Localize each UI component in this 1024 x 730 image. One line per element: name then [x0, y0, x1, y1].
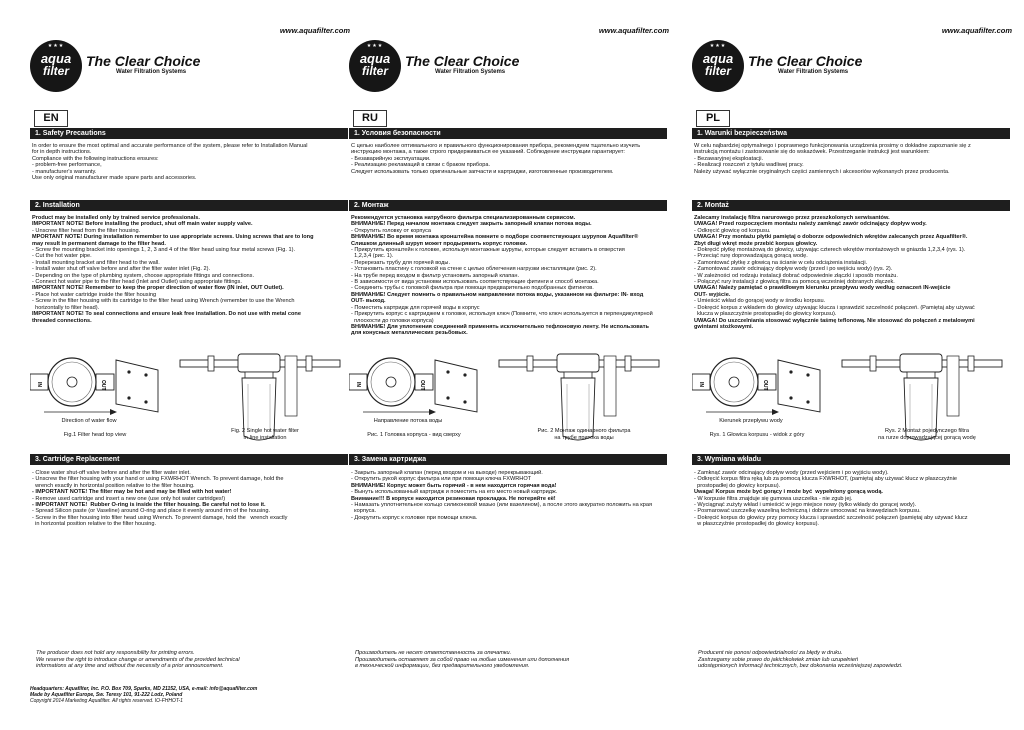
brand-tagline: Water Filtration Systems: [435, 69, 506, 75]
brand-tagline: Water Filtration Systems: [778, 69, 849, 75]
flow-direction-label: Direction of water flow: [61, 418, 117, 424]
filter-head-top-view: [349, 358, 477, 415]
text-line: ВНИМАНИЕ! Во время монтажа кронштейна помните о подборе соответствующих шурупов Aquafilter®: [351, 234, 639, 241]
inlet-label: IN: [36, 382, 42, 387]
text-line: Zbyt długi wkręt może przebić korpus głowicy.: [694, 240, 818, 247]
filter-head-top-view: [692, 358, 820, 415]
text-line: klucza w płaszczyźnie prostopadłej do głowicy korpusu).: [694, 311, 837, 318]
text-line: IMPORTANT NOTE! Before installing the product, shut off main water supply valve.: [32, 221, 253, 228]
text-line: - Odkręcić korpus filtra ręką lub za pomocą klucza FXWRHOT, (pamiętaj aby używać klucz w płaszczyźnie: [694, 476, 957, 483]
text-line: W celu najbardziej optymalnego i poprawnego funkcjonowania urządzenia prosimy o dokładne zapoznanie się z: [694, 143, 971, 149]
text-line: ВНИМАНИЕ! Для уплотнения соединений применять исключительно тефлоновую ленту. Не использовать: [351, 323, 649, 330]
fig2-caption-line2: na rurze doprowadzającej gorącą wodę: [878, 435, 976, 441]
text-line: for in depth instructions.: [32, 149, 92, 156]
text-line: Zalecamy instalację filtra narurowego przez przeszkolonych serwisantów.: [694, 215, 890, 221]
text-line: - Прикрутить корпус с картриджем к головке, используя ключ (Помните, что ключ используется в перпендикулярной: [351, 311, 653, 318]
section-2-heading: 2. Montaż: [692, 200, 1010, 211]
section-1-body: [32, 143, 344, 181]
disclaimer: [698, 650, 998, 670]
text-line: informations at any time and without the necessity of a prior announcement.: [36, 663, 224, 670]
text-line: - Umieścić wkład do gorącej wody w środku korpusu.: [694, 298, 826, 305]
fig1-caption: Fig.1 Filter head top view: [63, 432, 127, 438]
text-line: - Cut the hot water pipe.: [32, 253, 92, 260]
text-line: MPORTANT NOTE! During installation remember to use appropriate screws. Using screws that are to long: [32, 234, 314, 241]
brand-slogan: The Clear Choice: [405, 53, 520, 69]
section-2-body: [32, 215, 344, 324]
text-line: - Открутить головку от корпуса: [351, 227, 432, 234]
text-line: The producer does not hold any responsibility for printing errors.: [36, 650, 195, 656]
text-line: - Przeciąć rurę doprowadzającą gorącą wodę.: [694, 253, 808, 260]
section-2-heading: 2. Монтаж: [349, 200, 667, 211]
text-line: UWAGA! Należy pamiętać o prawidłowym kierunku przepływu wody według oznaczeń IN-wejście: [694, 285, 951, 292]
fig2-caption-line1: Fig. 2 Single hot water filter: [231, 428, 299, 434]
flow-direction-label: Kierunek przepływu wody: [719, 418, 783, 424]
text-line: ВНИМАНИЕ! Перед началом монтажа следует закрыть запорный клапан потока воды.: [351, 221, 592, 228]
text-line: для конусных металлических резьбовых.: [351, 330, 468, 337]
text-line: - Установить пластину с головкой на стене с целью облегчения нагрузки инсталляции (рис. 2).: [351, 266, 597, 273]
section-3-body: [32, 470, 344, 528]
text-line: Производитель оставляет за собой право на любые изменения или дополнения: [355, 656, 570, 663]
text-line: Należy używać wyłącznie oryginalnych części zamiennych i akcesoriów wykonanych przez producenta.: [694, 168, 950, 175]
text-line: Zastrzegamy sobie prawo do jakichkolwiek zmian lub uzupełnień: [698, 656, 859, 663]
text-line: - Dokręcić płytkę montażową do głowicy, używając czterech wkrętów montażowych w gniazda 1,2,3,4 (rys. 1).: [694, 247, 966, 254]
text-line: - Открутить рукой корпус фильтра или при помощи ключа FXWRHOT: [351, 476, 532, 483]
flow-direction-label: Направление потока воды: [373, 418, 443, 424]
text-line: - Zamknąć zawór odcinający dopływ wody (przed wejściem i po wyjściu wody).: [694, 470, 889, 476]
aquafilter-logo: [30, 40, 82, 92]
text-line: - Spread Silicon paste (or Vaseline) around O-ring and place it evenly around rim of the housing.: [32, 508, 271, 515]
text-line: инструкцию монтажа, а также строго придерживаться ее указаний. Соблюдение инструкции гарантирует:: [351, 149, 625, 156]
text-line: Use only original manufacturer made spare parts and accessories.: [32, 175, 197, 182]
headquarters-info: [30, 686, 340, 704]
section-2-body: [351, 215, 663, 337]
text-line: - На трубе перед входом в фильтр установить запорный клапан.: [351, 272, 519, 279]
text-line: gwintami stożkowymi.: [694, 323, 754, 330]
text-line: IMPORTANT NOTE! To seal connections and ensure leak free installation. Do not use with metal cone: [32, 311, 301, 318]
section-1-body: [351, 143, 663, 175]
inlet-label: IN: [698, 382, 704, 387]
logo-text-filter: filter: [704, 64, 731, 78]
text-line: Headquarters: Aquafilter, Inc. P.O. Box 709, Sparks, MD 21152, USA, e-mail: info@aquafilter.com: [30, 686, 258, 692]
text-line: - manufacturer's warranty.: [32, 168, 97, 175]
text-line: - Докрутить корпус к головке при помощи ключа.: [351, 514, 478, 521]
text-line: Производитель не несет ответственность за опечатки.: [355, 650, 512, 656]
text-line: - Поместить картридж для горячей воды в корпус: [351, 304, 480, 311]
brand-slogan: The Clear Choice: [86, 53, 201, 69]
disclaimer: [355, 650, 655, 670]
text-line: - Unscrew the filter housing with your hand or using FXWRHOT Wrench. To prevent damage, hold the: [32, 476, 284, 483]
section-1-body: [694, 143, 1006, 175]
text-line: UWAGA! Przed rozpoczęciem montażu należy zamknąć zawór odcinający dopływ wody.: [694, 221, 927, 228]
text-line: - Соединить трубы с головкой фильтра при помощи предварительно подобранных фитингов.: [351, 285, 594, 292]
text-line: w płaszczyźnie prostopadłej do głowicy korpusu).: [694, 521, 819, 528]
section-3-heading: 3. Cartridge Replacement: [30, 454, 348, 465]
text-line: - Намазать уплотнительное кольцо силиконовой мазью (или вазелином), а после этого аккуратно положить на края: [351, 502, 652, 509]
text-line: threaded connections.: [32, 317, 92, 324]
language-code: RU: [353, 110, 387, 127]
text-line: Слишком длинный шуруп может продырявить корпус головки.: [351, 240, 528, 247]
flow-arrow-icon: [772, 409, 779, 415]
website-url: www.aquafilter.com: [598, 26, 669, 35]
text-line: ВНИМАНИЕ! Следует помнить о правильном направлении потока воды, указанном на фильтре: IN- вход: [351, 291, 644, 298]
text-line: - Прикрутить кронштейн к головке, используя монтажные шурупы, которые следует вставить в отверстия: [351, 247, 625, 254]
text-line: 1,2,3,4 (рис. 1).: [351, 253, 394, 260]
text-line: OUT- выход.: [351, 298, 386, 305]
text-line: в технической информации, без предварительного уведомления.: [355, 663, 530, 670]
text-line: may result in permanent damage to the filter head.: [32, 240, 166, 247]
column-en: [30, 0, 350, 730]
logo-text-filter: filter: [42, 64, 69, 78]
text-line: in horizontal position relative to the filter housing.: [32, 521, 157, 528]
text-line: - В зависимости от вида установки использовать соответствующие фитинги и способ монтажа.: [351, 279, 599, 286]
outlet-label: OUT: [100, 380, 106, 391]
brand-slogan: The Clear Choice: [748, 53, 863, 69]
text-line: ВНИМАНИЕ! Корпус может быть горячий - в нем находится горячая вода!: [351, 482, 557, 489]
text-line: - Install mounting bracket and filter head to the wall.: [32, 259, 160, 266]
column-ru: [349, 0, 669, 730]
text-line: - Connect hot water pipe to the filter head (Inlet and Outlet) using appropriate fittings.: [32, 279, 242, 286]
text-line: - Close water shut-off valve before and after the filter water inlet.: [32, 470, 191, 476]
text-line: - Posmarować uszczelkę wazeliną techniczną i dobrze umocować na krawędziach korpusu.: [694, 508, 921, 515]
section-3-body: [351, 470, 663, 521]
text-line: In order to ensure the most optimal and accurate performance of the system, please refer to Installation Manual: [32, 143, 308, 149]
text-line: - Install water shut off valve before and after the filter water inlet (Fig. 2).: [32, 266, 211, 273]
disclaimer: [36, 650, 336, 670]
text-line: - IMPORTANT NOTE! Rubber O-ring is inside the filter housing. Be careful not to lose it.: [32, 502, 266, 509]
fig1-caption: Rys. 1 Głowica korpusu - widok z góry: [709, 432, 805, 438]
text-line: - Realizacji roszczeń z tytułu wadliwej pracy.: [694, 162, 804, 169]
text-line: UWAGA! Przy montażu płytki pamiętaj o doborze odpowiednich wkrętów zalecanych przez Aquafilter®.: [694, 234, 968, 241]
text-line: - Перерезать трубу для горячей воды.: [351, 259, 451, 266]
text-line: - Wyciągnąć zużyty wkład i umieścić w jego miejsce nowy (tylko wkłady do gorącej wody).: [694, 502, 917, 509]
text-line: Uwaga! Korpus może być gorący i może być wypełniony gorącą wodą.: [694, 489, 883, 496]
text-line: - Bezawaryjnej eksploatacji.: [694, 155, 764, 162]
text-line: wrench exactly in horizontal position relative to the filter housing.: [32, 482, 195, 489]
text-line: - Dokręcić korpus z wkładem do głowicy używając klucza i sprawdzić szczelność połączeń. (Pamiętaj aby używać: [694, 304, 975, 311]
text-line: OUT- wyjście.: [694, 291, 731, 298]
text-line: udostępnionych informacji technicznych, bez dokonania wcześniejszej zapowiedzi.: [698, 663, 903, 670]
website-url: www.aquafilter.com: [279, 26, 350, 35]
text-line: - Закрыть запорный клапан (перед входом и на выходе) перекрывающий.: [351, 470, 543, 476]
text-line: - Odkręcić głowicę od korpusu.: [694, 227, 771, 234]
text-line: horizontally to filter head).: [32, 304, 100, 311]
inlet-label: IN: [355, 382, 361, 387]
section-3-body: [694, 470, 1006, 528]
logo-text-aqua: aqua: [359, 51, 391, 66]
text-line: - problem-free performance,: [32, 162, 102, 169]
outlet-label: OUT: [419, 380, 425, 391]
text-line: - Вынуть использованный картридж и поместить на его место новый картридж.: [351, 489, 558, 496]
text-line: - Screw in the filter housing with its cartridge to the filter head using Wrench (remember to use the Wrench: [32, 298, 295, 305]
column-pl: [692, 0, 1012, 730]
text-line: плоскости до головки корпуса): [351, 317, 434, 324]
logo-text-filter: filter: [361, 64, 388, 78]
fig2-caption-line1: Rys. 2 Montaż pojedynczego filtra: [885, 428, 969, 434]
logo-text-aqua: aqua: [702, 51, 734, 66]
text-line: Made by Aquafilter Europe, Sw. Teresy 101, 91-222 Lodz, Poland: [30, 692, 183, 698]
text-line: - Screw the mounting bracket into openings 1, 2, 3 and 4 of the filter head using four metal screws (Fig. 1).: [32, 247, 296, 254]
text-line: - Unscrew filter head from the filter housing.: [32, 227, 141, 234]
text-line: We reserve the right to introduce change or amendments of the provided technical: [36, 656, 240, 663]
brand-tagline: Water Filtration Systems: [116, 69, 187, 75]
section-3-heading: 3. Wymiana wkładu: [692, 454, 1010, 465]
text-line: - Zamontować płytkę z głowicą na ścianie w celu odciążenia instalacji.: [694, 259, 868, 266]
section-1-heading: 1. Safety Precautions: [30, 128, 348, 139]
language-code: EN: [34, 110, 68, 127]
text-line: Producent nie ponosi odpowiedzialności za błędy w druku.: [698, 650, 843, 656]
text-line: корпуса.: [351, 508, 377, 515]
text-line: - Screw in the filter housing into filter head using Wrench. To prevent damage, hold the wrench exactly: [32, 514, 288, 521]
text-line: - Zamontować zawór odcinający dopływ wody (przed i po wejściu wody) (rys. 2).: [694, 266, 893, 273]
website-url: www.aquafilter.com: [941, 26, 1012, 35]
section-3-heading: 3. Замена картриджа: [349, 454, 667, 465]
text-line: - Depending on the type of plumbing system, choose appropriate fittings and connections.: [32, 272, 255, 279]
aquafilter-logo: [349, 40, 401, 92]
text-line: С целью наиболее оптимального и правильного функционирования прибора, рекомендуем тщательно изучить: [351, 143, 641, 149]
text-line: instrukcją montażu i zastosowanie się do wskazówek. Przestrzeganie instrukcji jest warunkiem:: [694, 149, 930, 156]
fig2-caption-line2: in-line installation: [243, 435, 287, 441]
language-code: PL: [696, 110, 730, 127]
section-1-heading: 1. Условия безопасности: [349, 128, 667, 139]
text-line: Рекомендуется установка натрубного фильтра специализированным сервисом.: [351, 215, 576, 221]
text-line: - Połączyć rury instalacji z głowicą filtra za pomocą wcześniej dobranych złączek.: [694, 279, 895, 286]
flow-arrow-icon: [429, 409, 436, 415]
section-2-heading: 2. Installation: [30, 200, 348, 211]
text-line: UWAGA! Do uszczelniania stosować wyłącznie taśmę teflonową. Nie stosować do połączeń z metalowymi: [694, 317, 975, 324]
text-line: - W zależności od rodzaju instalacji dobrać odpowiednie złączki i sposób montażu.: [694, 272, 898, 279]
fig1-caption: Рис. 1 Головка корпуса - вид сверху: [367, 432, 461, 438]
text-line: - Dokręcić korpus do głowicy przy pomocy klucza i sprawdzić szczelność połączeń (pamiętaj aby używać klucz: [694, 514, 968, 521]
logo-stars: ★★★: [366, 43, 384, 49]
text-line: IMPORTANT NOTE! Remember to keep the proper direction of water flow (IN inlet, OUT Outlet).: [32, 285, 284, 292]
text-line: Compliance with the following instructions ensures:: [32, 155, 159, 162]
text-line: - Реализацию рекламаций в связи с браком прибора.: [351, 162, 490, 169]
text-line: - W korpusie filtra znajduje się gumowa uszczelka - nie zgub jej.: [694, 495, 853, 502]
logo-text-aqua: aqua: [40, 51, 72, 66]
logo-stars: ★★★: [47, 43, 65, 49]
text-line: prostopadłej do głowicy korpusu).: [694, 482, 781, 489]
filter-head-top-view: [30, 358, 158, 415]
text-line: - Place hot water cartridge inside the filter housing: [32, 291, 157, 298]
text-line: - Remove used cartridge and insert a new one (use only hot water cartridges!): [32, 495, 226, 502]
text-line: - IMPORTANT NOTE! The filter may be hot and may be filled with hot water!: [32, 489, 232, 496]
logo-stars: ★★★: [709, 43, 727, 49]
section-2-body: [694, 215, 1006, 330]
section-1-heading: 1. Warunki bezpieczeństwa: [692, 128, 1010, 139]
flow-arrow-icon: [110, 409, 117, 415]
fig2-caption-line1: Рис. 2 Монтаж одинарного фильтра: [537, 428, 631, 434]
fig2-caption-line2: на трубе притока воды: [554, 435, 614, 441]
aquafilter-logo: [692, 40, 744, 92]
outlet-label: OUT: [762, 380, 768, 391]
text-line: - Безаварийную эксплуатации.: [351, 155, 431, 162]
text-line: Внимание!!! В корпусе находится резиновая прокладка. Не потеряйте её!: [351, 495, 556, 502]
text-line: Следует использовать только оригинальные запчасти и картриджи, изготовленные производителем.: [351, 168, 614, 175]
text-line: Product may be installed only by trained service professionals.: [32, 215, 200, 221]
text-line: Copyright 2014 Marketing Aquafilter. All rights reserved. IO-FHHOT-1: [30, 698, 183, 704]
